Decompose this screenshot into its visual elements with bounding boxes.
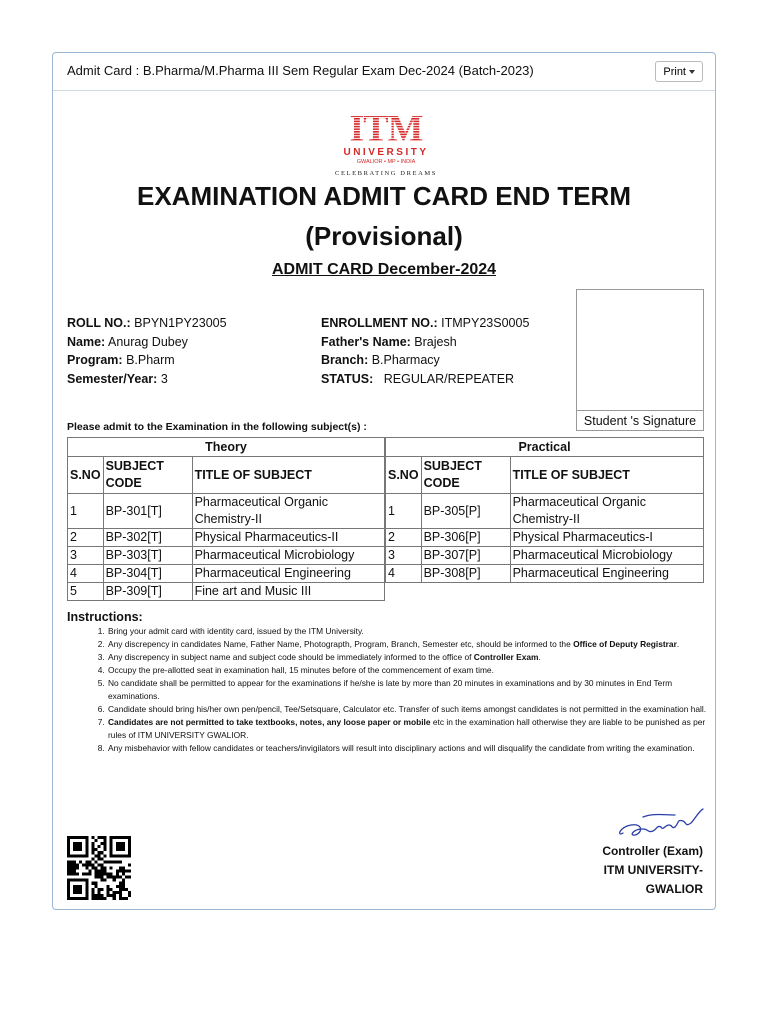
svg-text:ITM: ITM: [349, 108, 423, 150]
practical-col-code: SUBJECT CODE: [421, 457, 510, 494]
svg-text:GWALIOR • MP • INDIA: GWALIOR • MP • INDIA: [356, 159, 416, 165]
practical-table: [385, 437, 704, 583]
cell-sno: 5: [68, 583, 104, 601]
student-info-right: [321, 314, 529, 388]
instruction-item: 3. Any discrepency in subject name and subject code should be immediately informed to the office of Controller Exam.: [107, 651, 707, 664]
controller-line2: ITM UNIVERSITY-: [603, 863, 703, 877]
practical-col-sno: S.NO: [386, 457, 422, 494]
enrollment-row: ENROLLMENT NO.: ITMPY23S0005: [321, 316, 530, 330]
caret-down-icon: [689, 70, 695, 74]
cell-sno: 3: [386, 547, 422, 565]
cell-title: Fine art and Music III: [192, 583, 384, 601]
semester-value: 3: [160, 371, 168, 386]
status-value: REGULAR/REPEATER: [383, 371, 515, 386]
table-row: [386, 547, 704, 565]
panel-header: [53, 53, 715, 91]
theory-col-sno: S.NO: [68, 457, 104, 494]
table-row: [386, 529, 704, 547]
cell-title: Pharmaceutical Microbiology: [192, 547, 384, 565]
cell-sno: 1: [68, 494, 104, 529]
photo-box: [576, 289, 704, 431]
table-row: [68, 547, 385, 565]
cell-sno: 2: [386, 529, 422, 547]
program-row: Program: B.Pharm: [67, 353, 175, 367]
admit-instruction-text: Please admit to the Examination in the following subject(s) :: [67, 421, 367, 433]
cell-code: BP-307[P]: [421, 547, 510, 565]
theory-col-code: SUBJECT CODE: [103, 457, 192, 494]
student-info-left: [67, 314, 227, 388]
cell-code: BP-309[T]: [103, 583, 192, 601]
cell-sno: 4: [386, 565, 422, 583]
branch-row: Branch: B.Pharmacy: [321, 353, 440, 367]
svg-text:CELEBRATING DREAMS: CELEBRATING DREAMS: [335, 170, 437, 177]
table-row: [68, 565, 385, 583]
cell-sno: 4: [68, 565, 104, 583]
instruction-item: 8. Any misbehavior with fellow candidates or teachers/invigilators will result into disciplinary actions and will disqualify the candidate from writing the examination.: [107, 742, 707, 755]
name-value: Anurag Dubey: [108, 334, 188, 349]
practical-heading: Practical: [386, 438, 704, 457]
instruction-item: 4. Occupy the pre-allotted seat in examination hall, 15 minutes before of the commencement of exam time.: [107, 664, 707, 677]
controller-signature: [613, 803, 708, 845]
practical-col-title: TITLE OF SUBJECT: [510, 457, 703, 494]
instruction-item: 5. No candidate shall be permitted to appear for the examinations if he/she is late by more than 20 minutes in examinations and by 30 minutes in End Term examinations.: [107, 677, 707, 703]
cell-title: Pharmaceutical Microbiology: [510, 547, 703, 565]
cell-title: Physical Pharmaceutics-II: [192, 529, 384, 547]
semester-row: Semester/Year: 3: [67, 371, 168, 386]
instruction-item: 7. Candidates are not permitted to take textbooks, notes, any loose paper or mobile etc in the examination hall otherwise they are liable to be punished as per rules of ITM UNIVERSITY GWALIOR.: [107, 716, 707, 742]
cell-title: Pharmaceutical Engineering: [192, 565, 384, 583]
instructions-list: [67, 625, 707, 755]
cell-sno: 2: [68, 529, 104, 547]
cell-code: BP-304[T]: [103, 565, 192, 583]
instruction-item: 1. Bring your admit card with identity card, issued by the ITM University.: [107, 625, 707, 638]
branch-value: B.Pharmacy: [371, 353, 440, 367]
cell-code: BP-302[T]: [103, 529, 192, 547]
cell-code: BP-305[P]: [421, 494, 510, 529]
cell-title: Physical Pharmaceutics-I: [510, 529, 703, 547]
roll-row: ROLL NO.: BPYN1PY23005: [67, 316, 227, 330]
theory-heading: Theory: [68, 438, 385, 457]
cell-title: Pharmaceutical Engineering: [510, 565, 703, 583]
student-signature-label: Student 's Signature: [577, 410, 703, 430]
svg-text:UNIVERSITY: UNIVERSITY: [343, 147, 429, 158]
cell-code: BP-303[T]: [103, 547, 192, 565]
cell-title: Pharmaceutical Organic Chemistry-II: [192, 494, 384, 529]
cell-sno: 1: [386, 494, 422, 529]
qr-code-icon: [67, 836, 131, 900]
cell-code: BP-306[P]: [421, 529, 510, 547]
roll-value: BPYN1PY23005: [134, 316, 227, 330]
table-row: [68, 494, 385, 529]
table-row: [386, 565, 704, 583]
enrollment-value: ITMPY23S0005: [441, 316, 530, 330]
name-row: Name: Anurag Dubey: [67, 334, 188, 349]
instructions-heading: Instructions:: [67, 610, 143, 624]
controller-line3: GWALIOR: [645, 882, 703, 896]
program-value: B.Pharm: [126, 353, 175, 367]
card-title-line2: (Provisional): [305, 221, 463, 251]
table-row: [68, 529, 385, 547]
cell-code: BP-301[T]: [103, 494, 192, 529]
card-title-line1: EXAMINATION ADMIT CARD END TERM: [137, 181, 631, 211]
table-row: [386, 494, 704, 529]
theory-table: [67, 437, 385, 601]
theory-col-title: TITLE OF SUBJECT: [192, 457, 384, 494]
instruction-item: 6. Candidate should bring his/her own pen/pencil, Tee/Setsquare, Calculator etc. Transfer of such items amongst candidates is not permitted in the examination hall.: [107, 703, 707, 716]
print-button[interactable]: [655, 61, 703, 82]
cell-code: BP-308[P]: [421, 565, 510, 583]
controller-line1: Controller (Exam): [602, 844, 703, 858]
panel-title: Admit Card : B.Pharma/M.Pharma III Sem Regular Exam Dec-2024 (Batch-2023): [67, 63, 534, 78]
admit-card-panel: [52, 52, 716, 910]
controller-block: [602, 842, 703, 899]
itm-university-logo: [331, 105, 441, 177]
status-row: STATUS: REGULAR/REPEATER: [321, 371, 515, 386]
table-row: [68, 583, 385, 601]
father-value: Brajesh: [414, 334, 457, 349]
card-subtitle: ADMIT CARD December-2024: [271, 261, 497, 278]
cell-sno: 3: [68, 547, 104, 565]
cell-title: Pharmaceutical Organic Chemistry-II: [510, 494, 703, 529]
father-row: Father's Name: Brajesh: [321, 334, 457, 349]
print-label: Print: [663, 66, 686, 78]
instruction-item: 2. Any discrepency in candidates Name, Father Name, Photograpth, Program, Branch, Semester etc, should be informed to the Office of Deputy Registrar.: [107, 638, 707, 651]
